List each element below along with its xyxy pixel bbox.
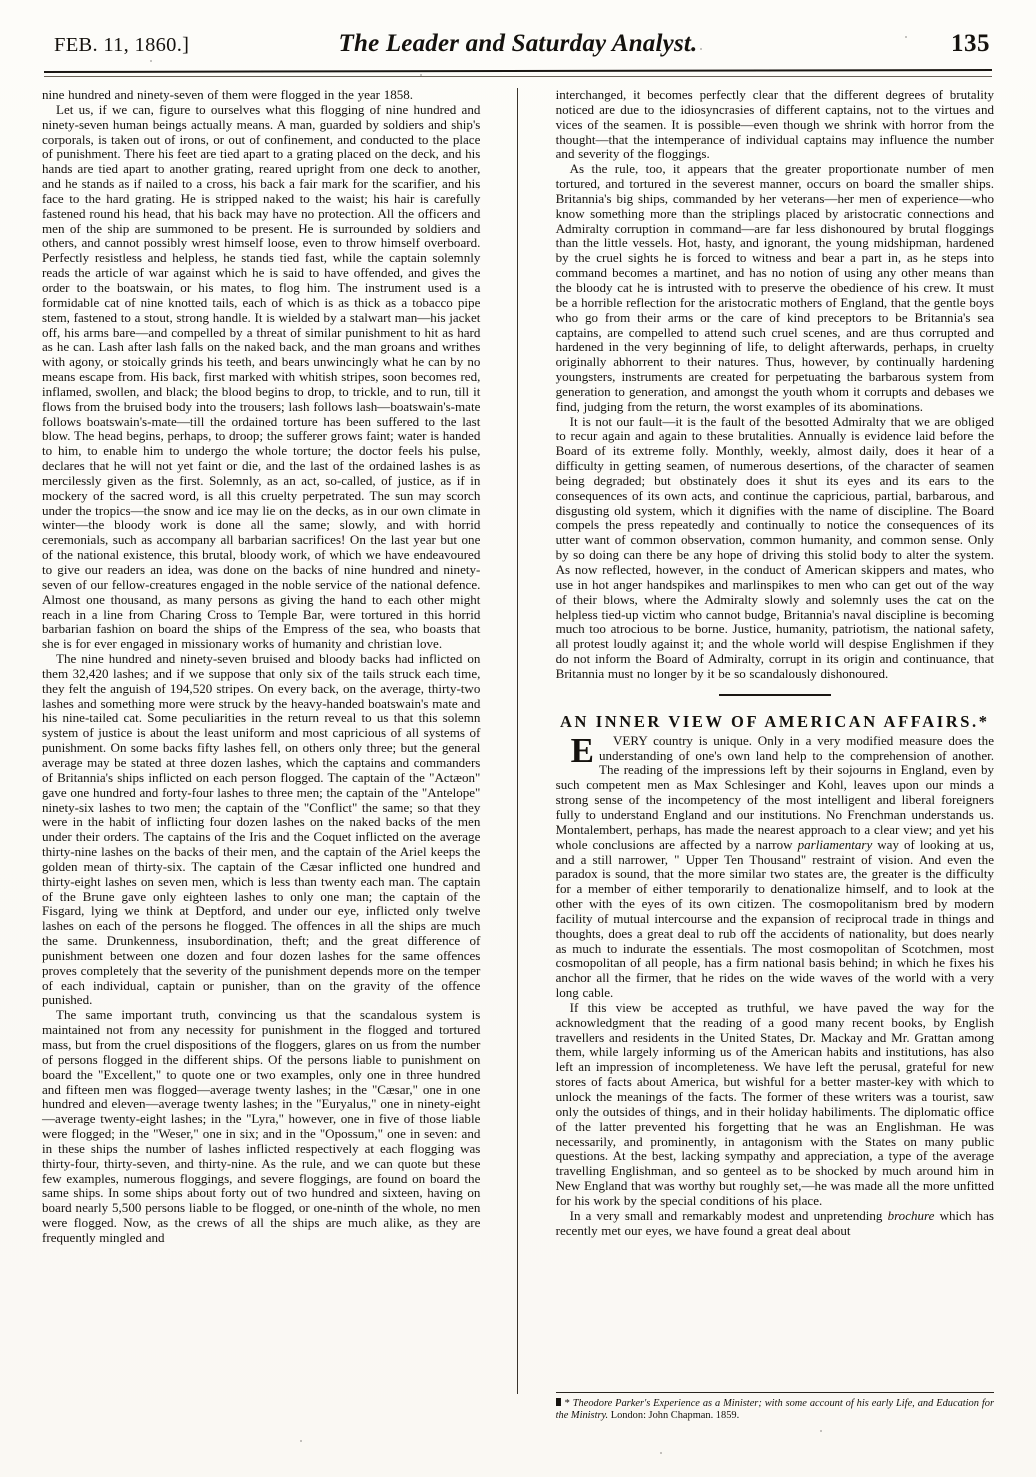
- newspaper-title: The Leader and Saturday Analyst.: [338, 30, 698, 57]
- footnote-block: [556, 1392, 994, 1422]
- paper-speck: [700, 48, 702, 50]
- paper-speck: [820, 1430, 822, 1432]
- paragraph: As the rule, too, it appears that the greater proportionate number of men tortured, and tortured in the severest manner, occurs on board the smaller ships. Britannia's big ships, commanded by her veterans—her men of experience—who know something more than the striplings placed by aristocratic connections and Admiralty corruption in command—are far less dishonoured by brutal floggings than the little vessels. Hot, hasty, and ignorant, the young midshipman, hardened by the cruel sights he is forced to witness and bear a part in, as he steps into command becomes a martinet, and has no notion of using any other means than the bloody cat he is intrusted with to preserve the obedience of his crew. It must be a horrible reflection for the aristocratic mothers of England, that the gentle boys who go from their arms or the care of kind preceptors to be Britannia's sea captains, are compelled to attend such cruel scenes, and are thus corrupted and hardened in the very beginning of life, to delight afterwards, perhaps, in cruelty originally abhorrent to their natures. Thus, however, by continually hardening youngsters, instruments are created for perpetuating the barbarous system from generation to generation, and amongst the youth whom it corrupts and debases we find, judging from the return, the worst examples of its abominations.: [555, 161, 994, 414]
- issue-date: FEB. 11, 1860.]: [54, 34, 190, 56]
- masthead-rule-secondary: [44, 76, 992, 77]
- paragraph-with-dropcap: [555, 730, 994, 1001]
- drop-cap: E: [570, 730, 594, 770]
- footnote-imprint: London: John Chapman. 1859.: [608, 1410, 740, 1422]
- paragraph: interchanged, it becomes perfectly clear that the different degrees of brutality noticed are due to the idiosyncrasies of different captains, not to the virtues and vices of the seamen. It is possible—even though we shrink with horror from the thought—that the intemperance of individual captains may influence the number and severity of the floggings.: [555, 87, 994, 162]
- footnote-rule: [556, 1392, 994, 1393]
- paragraph-text: In a very small and remarkably modest and unpretending: [569, 1207, 888, 1223]
- paragraph: The nine hundred and ninety-seven bruised and bloody backs had inflicted on them 32,420 lashes; and if we suppose that only six of the tails struck each time, they felt the anguish of 194,520 stripes. On every back, on the average, thirty-two lashes and something more were struck by the heavy-handed boatswain's mate and his nine-tailed cat. Some peculiarities in the return reveal to us that this solemn system of justice is about the least uniform and most capricious of all systems of punishment. On some backs fifty lashes fell, on others only three; but the general average may be stated at three dozen lashes, which the captains and commanders of Britannia's ships inflicted on each person flogged. The captain of the "Actæon" gave one hundred and forty-four lashes to three men; the captain of the "Antelope" ninety-six lashes to two men; the captain of the "Conflict" the same; so that they were in the habit of inflicting four dozen lashes on the naked backs of the men under their orders. The captains of the Iris and the Coquet inflicted on the average thirty-nine lashes on the backs of their men, and the captain of the Ariel keeps the golden mean of thirty-six. The captain of the Cæsar inflicted one hundred and thirty-eight lashes on seven men, which is less than twenty each man. The captain of the Brune gave only eighteen lashes to only one man; the captain of the Fisgard, lying we think at Deptford, and under our eye, inflicted only twelve lashes on each of the persons he flogged. The offences in all the ships are much the same. Drunkenness, insubordination, theft; and the great difference of punishment between one dozen and four dozen lashes for the same offences proves completely that the severity of the punishment depends more on the temper of each individual, captain or punisher, than on the gravity of the offence punished.: [42, 651, 481, 1008]
- left-column: [42, 88, 496, 1446]
- page-number: 135: [951, 30, 990, 57]
- italic-term: brochure: [887, 1207, 935, 1223]
- article-columns: [42, 88, 994, 1446]
- paper-speck: [300, 1440, 302, 1442]
- paragraph: It is not our fault—it is the fault of the besotted Admiralty that we are obliged to recur again and again to these brutalities. Annually is evidence laid before the Board of its extreme folly. Monthly, weekly, almost daily, does it hear of a difficulty in getting seamen, of numerous desertions, of the character of seamen being degraded; but obstinately does it shut its eyes and its ears to the consequences of its own acts, and continue the capricious, partial, barbarous, and disgusting old system, which it dignifies with the name of discipline. The Board compels the press repeatedly and continually to notice the consequences of its utter want of common observation, common humanity, and common sense. Only by so doing can there be any hope of driving this stolid body to alter the system. As now reflected, however, in the conduct of American skippers and mates, who use in hot anger handspikes and marlinspikes to men who can get out of the way of their blows, where the Admiralty slowly and solemnly uses the cat on the helpless tied-up victim who cannot budge, Britannia's naval discipline is becoming much too atrocious to be borne. Justice, humanity, patriotism, the national safety, all protest loudly against it; and the whole world will despise Englishmen if they do not inform the Board of Admiralty, corrupt in its origin and continuance, that Britannia must no longer by it be so scandalously dishonoured.: [555, 413, 994, 681]
- paragraph: The same important truth, convincing us that the scandalous system is maintained not from any necessity for punishment in the flogged and tortured mass, but from the cruel dispositions of the floggers, glares on us from the number of persons flogged in the different ships. Of the persons liable to punishment on board the "Excellent," to quote one or two examples, only one in three hundred and fifteen men was flogged—average twenty lashes; in the "Cæsar," one in one hundred and eleven—average twenty lashes; in the "Euryalus," one in ninety-eight—average twenty-eight lashes; in the "Lyra," however, one in five of those liable were flogged; in the "Weser," one in six; and in the "Opossum," one in seven: and in these ships the number of lashes inflicted respectively at each flogging was thirty-four, thirty-seven, and thirty-nine. As the rule, and we can quote but these few examples, numerous floggings, and severe floggings, are found on board the same ships. In some ships about forty out of two hundred and sixteen, having on board nearly 5,500 persons liable to be flogged, or one-ninth of the whole, no men were flogged. Now, as the crews of all the ships are much alike, as they are frequently mingled and: [42, 1007, 481, 1245]
- paper-speck: [660, 1452, 662, 1454]
- masthead: [42, 26, 994, 72]
- paragraph-text-tail: which has recently met our eyes, we have found a great deal about: [555, 1207, 994, 1238]
- footnote-title: Theodore Parker's Experience as a Minister; with some account of his early Life, and Education for the Ministry.: [555, 1398, 994, 1422]
- paper-speck: [905, 36, 907, 38]
- section-divider-rule: [719, 694, 831, 696]
- column-divider: [496, 88, 539, 1446]
- page-content-area: [42, 26, 994, 1446]
- paragraph: Let us, if we can, figure to ourselves what this flogging of nine hundred and ninety-seven human beings actually means. A man, guarded by soldiers and ship's corporals, is taken out of irons, or out of confinement, and conducted to the place of punishment. There his feet are tied apart to a grating placed on the deck, and his hands are tied apart to another grating, reared upright from one deck to another, and he stands as if nailed to a cross, his back a fair mark for the scarifier, and his face to the hard grating. He is stripped naked to the waist; his hair is carefully fastened round his head, that his back may have no protection. All the officers and men of the ship are summoned to be present. He is surrounded by soldiers and others, and cannot possibly wrest himself loose, even to throw himself overboard. Perfectly resistless and helpless, he stands tied fast, while the captain solemnly reads the article of war against which he is said to have offended, and gives the order to the boatswain, or his mates, to flog him. The instrument used is a formidable cat of nine knotted tails, each of which is as thick as a tobacco pipe stem, fastened to a stout, strong handle. It is wielded by a stalwart man—his jacket off, his arms bare—and compelled by a threat of similar punishment to hit as hard as he can. Lash after lash falls on the naked back, and the man groans and writhes with agony, or stoically grinds his teeth, and bears unwincingly what he can by no means escape from. His back, first marked with whitish stripes, soon becomes red, inflamed, swollen, and black; the blood begins to drop, to trickle, and to run, till it flows from the bruised body into the trousers; lash follows lash—boatswain's-mate follows boatswain's-mate—till the ordained torture has been suffered to the last blow. The head begins, perhaps, to droop; the sufferer grows faint; water is handed to him, to enable him to undergo the whole torture; the doctor feels his pulse, declares that he will not yet faint or die, and the last of the ordained lashes is as mercilessly given as the first. Solemnly, as an act, so-called, of justice, as if in mockery of the sacred word, is all this cruelty perpetrated. The sun may scorch under the tropics—the snow and ice may lie on the decks, as in our own climate in winter—the bloody work is done all the same; slowly, and with horrid ceremonials, such as accompany all barbarian sacrifices! On the last year but one of the national existence, this brutal, bloody work, of which we have endeavoured to give our readers an idea, was done on the backs of nine hundred and ninety-seven of our fellow-creatures engaged in the noble service of the national defence. Almost one thousand, as many persons as giving the hand to each other might reach in a line from Charing Cross to Temple Bar, were tortured in this horrid barbarian fashion on board the ships of the Empress of the sea, who boasts that she is for ever engaged in missionary works of humanity and christian love.: [42, 101, 481, 652]
- masthead-rule: [44, 69, 992, 73]
- footnote-marker: *: [564, 1398, 570, 1410]
- right-column: [540, 88, 994, 1446]
- footnote: [556, 1398, 994, 1422]
- paragraph: [556, 1209, 994, 1239]
- italic-term: parliamentary: [797, 836, 873, 852]
- article-heading: AN INNER VIEW OF AMERICAN AFFAIRS.*: [560, 711, 990, 731]
- paper-speck: [150, 60, 152, 62]
- paragraph-text-tail: way of looking at us, and a still narrower, " Upper Ten Thousand" restraint of vision. And even the paradox is sound, that the more similar two states are, the greater is the difficulty for a member of either temporarily to denationalize himself, and to look at the other with the eyes of its own citizen. The cosmopolitanism bred by modern facility of mutual intercourse and the expansion of reciprocal trade in things and thoughts, does a great deal to rub off the accidents of nationality, but does nearly as much to indurate the essentials. The most cosmopolitan of Scotchmen, most cosmopolitan of all people, has a firm national basis behind; in which he fixes his anchor all the firmer, that he rides on the wide waves of the world with a very long cable.: [555, 836, 994, 1001]
- paper-speck: [420, 74, 422, 76]
- paragraph: If this view be accepted as truthful, we have paved the way for the acknowledgment that the reading of a good many recent books, by English travellers and residents in the United States, Dr. Mackay and Mr. Grattan among them, while largely informing us of the American habits and institutions, has also left an impression of incompleteness. We have left the perusal, grateful for new stores of facts about America, but wishful for a better master-key with which to unlock the meanings of the facts. The former of these writers was a tourist, saw only the outsides of things, and in their holiday habiliments. The diplomatic office of the latter prevented his forgetting that he was an Englishman. He was necessarily, and prominently, in antagonism with the States on many public questions. At the best, lacking sympathy and appreciation, a type of the average travelling Englishman, and so genteel as to be shocked by much around him in New England that was worthy but roughly set,—he was made all the more unfitted for his work by the special conditions of his place.: [555, 999, 994, 1208]
- paragraph: nine hundred and ninety-seven of them were flogged in the year 1858.: [42, 87, 414, 102]
- footnote-block-mark: [556, 1398, 561, 1406]
- paragraph-text: VERY country is unique. Only in a very modified measure does the understanding of one's own land help to the comprehension of another. The reading of the impressions left by their sojourns in England, even by such competent men as Max Schlesinger and Kohl, leaves upon our minds a strong sense of the incompetency of the most intelligent and liberal foreigners fully to understand England and our institutions. No Frenchman understands us. Montalembert, perhaps, has made the nearest approach to a clear view; and yet his whole conclusions are affected by a narrow: [555, 732, 994, 852]
